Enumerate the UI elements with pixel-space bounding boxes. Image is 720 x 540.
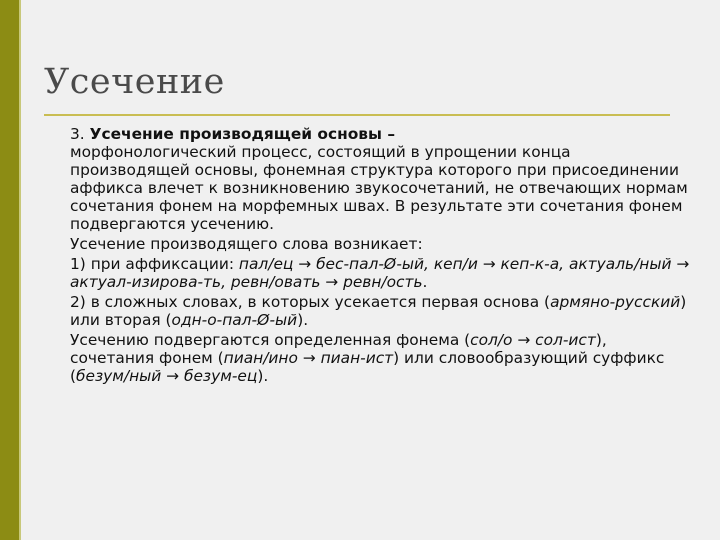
types-text-3: ) или словообразующий суффикс (: [70, 349, 665, 385]
defined-term: Усечение производящей основы: [89, 125, 382, 143]
types-example-3: безум/ный → безум-ец: [76, 367, 258, 385]
paragraph-number: 3.: [70, 125, 90, 143]
affixation-end: .: [422, 273, 428, 291]
sidebar-accent-bar: [0, 0, 19, 540]
paragraph-truncation-types: [70, 331, 690, 385]
types-text-2: ), сочетания фонем (: [70, 331, 607, 367]
slide-body: [70, 125, 690, 387]
affixation-examples: пал/ец → бес-пал-Ø-ый, кеп/и → кеп-к-а, актуаль/ный → актуал-изирова-ть, ревн/овать → ревн/ость: [70, 255, 690, 291]
types-example-2: пиан/ино → пиан-ист: [223, 349, 394, 367]
compounds-example-1: армяно-русский: [550, 293, 681, 311]
paragraph-affixation: [70, 255, 690, 291]
types-text-1: Усечению подвергаются определенная фонема (: [70, 331, 471, 349]
affixation-lead: 1) при аффиксации:: [70, 255, 239, 273]
types-text-4: ).: [257, 367, 269, 385]
compounds-example-2: одн-о-пал-Ø-ый: [171, 311, 298, 329]
sidebar-edge: [19, 0, 21, 540]
compounds-mid: ) или вторая (: [70, 293, 687, 329]
compounds-end: ).: [297, 311, 309, 329]
definition-text: морфонологический процесс, состоящий в упрощении конца производящей основы, фонемная структура которого при присоединении аффикса влечет к возникновению звукосочетаний, не отвечающих нормам сочетания фонем на морфемных швах. В результате эти сочетания фонем подвергаются усечению.: [70, 143, 688, 233]
types-example-1: сол/о → сол-ист: [470, 331, 596, 349]
term-dash: –: [381, 125, 396, 143]
title-divider: [44, 114, 670, 116]
intro-text: Усечение производящего слова возникает:: [70, 235, 423, 253]
paragraph-compounds: [70, 293, 690, 329]
paragraph-intro: [70, 235, 690, 253]
compounds-lead: 2) в сложных словах, в которых усекается первая основа (: [70, 293, 551, 311]
slide-title: Усечение: [44, 62, 225, 102]
paragraph-definition: [70, 125, 690, 233]
